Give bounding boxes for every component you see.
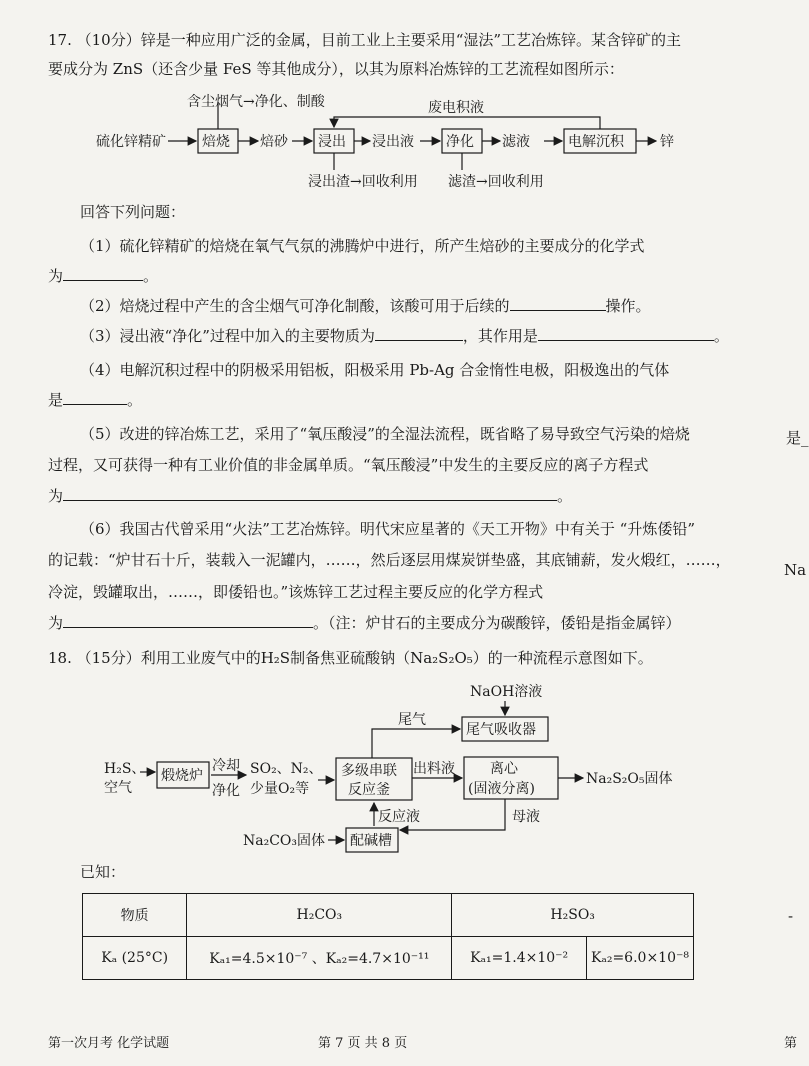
q17-p3: （3）浸出液“净化”过程中加入的主要物质为 ，其作用是 。: [80, 327, 729, 345]
ka-h-sub: 物质: [83, 894, 187, 937]
blank-6[interactable]: [63, 613, 313, 628]
flow18-mother: 母液: [512, 809, 540, 825]
q17-p5c: 为 。: [48, 487, 573, 505]
q17-p6c: 冷淀，毁罐取出，……，即倭铅也。”该炼锌工艺过程主要反应的化学方程式: [48, 583, 544, 601]
flow-feed: 硫化锌精矿: [96, 134, 166, 150]
flow18-discharge: 出料液: [413, 761, 455, 777]
flow18-product: Na₂S₂O₅固体: [586, 771, 673, 787]
flow-waste: 废电积液: [428, 100, 484, 116]
arrow-mother: [400, 799, 505, 830]
flow18-alkali: 配碱槽: [350, 833, 392, 849]
footer-page: 第 7 页 共 8 页: [318, 1036, 408, 1051]
flow18-tailgas: 尾气: [398, 712, 426, 728]
q18-known: 已知：: [80, 863, 126, 881]
flow18-gases2: 少量O₂等: [250, 781, 310, 797]
q17-p6b: 的记载：“炉甘石十斤，装载入一泥罐内，……，然后逐层用煤炭饼垫盛，其底铺薪，发火煅红，……，: [48, 551, 731, 569]
ka-value-row: [83, 937, 694, 980]
q17-p6a: （6）我国古代曾采用“火法”工艺冶炼锌。明代宋应星著的《天工开物》中有关于 “升炼倭铅”: [80, 520, 695, 538]
blank-2[interactable]: [510, 296, 606, 311]
flow-purify: 净化: [446, 134, 474, 150]
q17-header: 17. （10分）锌是一种应用广泛的金属，目前工业上主要采用“湿法”工艺冶炼锌。某含锌矿的主: [48, 31, 682, 49]
q17-p4a: （4）电解沉积过程中的阴极采用铝板，阳极采用 Pb-Ag 合金惰性电极，阳极逸出的气体: [80, 361, 670, 379]
box-reactor: [336, 758, 412, 800]
box-absorber: [462, 717, 548, 741]
flow18-gases1: SO₂、N₂、: [250, 761, 323, 777]
flow-electro: 电解沉积: [568, 134, 624, 150]
blank-1[interactable]: [63, 266, 143, 281]
flow18-naoh: NaOH溶液: [470, 684, 543, 700]
q17-p6d: 为 。（注：炉甘石的主要成分为碳酸锌，倭铅是指金属锌）: [48, 614, 681, 632]
flow18-h2s: H₂S、: [104, 761, 146, 777]
ka-r-h2so3-1: Kₐ₁=1.4×10⁻²: [452, 937, 587, 980]
ka-r-label: Kₐ (25°C): [83, 937, 187, 980]
ka-h-h2co3: H₂CO₃: [187, 894, 452, 937]
ka-h-h2so3: H₂SO₃: [452, 894, 694, 937]
flow18-purify: 净化: [212, 783, 240, 799]
footer-right: 第: [784, 1036, 798, 1051]
ka-header-row: [83, 894, 694, 937]
margin-frag-3: -: [788, 907, 794, 925]
flow18-cent1: 离心: [490, 761, 518, 777]
q17-p1b: 为 。: [48, 267, 159, 285]
arrow-recycle: [334, 117, 600, 129]
flow-zinc: 锌: [660, 134, 674, 150]
flow-leach: 浸出: [318, 134, 346, 150]
flow18-cool: 冷却: [212, 758, 240, 774]
flow-gas: 含尘烟气→净化、制酸: [187, 94, 325, 110]
flow18-na2co3: Na₂CO₃固体: [243, 833, 326, 849]
flow-calcine: 焙砂: [260, 134, 288, 150]
box-centrifuge: [464, 757, 558, 799]
blank-3a[interactable]: [375, 326, 463, 341]
flow18-reactor1: 多级串联: [341, 763, 397, 779]
flow18-furnace: 煅烧炉: [161, 768, 203, 784]
q17-p1a: （1）硫化锌精矿的焙烧在氧气气氛的沸腾炉中进行，所产生焙砂的主要成分的化学式: [80, 237, 645, 255]
arrow-tailgas: [372, 729, 460, 758]
q18-header: 18. （15分）利用工业废气中的H₂S制备焦亚硫酸钠（Na₂S₂O₅）的一种流程示意图如下。: [48, 649, 653, 667]
flow-leachate: 浸出液: [372, 134, 414, 150]
q17-p4b: 是 。: [48, 391, 143, 409]
blank-4[interactable]: [63, 390, 127, 405]
q17-p5b: 过程，又可获得一种有工业价值的非金属单质。“氧压酸浸”中发生的主要反应的离子方程式: [48, 456, 649, 474]
footer-left: 第一次月考 化学试题: [48, 1036, 170, 1051]
ka-r-h2co3: Kₐ₁=4.5×10⁻⁷ 、Kₐ₂=4.7×10⁻¹¹: [187, 937, 452, 980]
box-furnace: [157, 762, 209, 788]
margin-frag-1: 是_: [786, 429, 809, 447]
blank-3b[interactable]: [538, 326, 714, 341]
ka-r-h2so3-2: Kₐ₂=6.0×10⁻⁸: [586, 937, 693, 980]
q17-answer-prompt: 回答下列问题：: [80, 203, 186, 221]
box-alkali: [346, 828, 398, 852]
blank-5[interactable]: [63, 486, 557, 501]
ka-table: [82, 893, 694, 980]
flow-roast: 焙烧: [202, 134, 230, 150]
flow18-cent2: (固液分离): [468, 781, 535, 797]
flow18-reactor2: 反应釜: [348, 782, 390, 798]
flow18-air: 空气: [104, 780, 132, 796]
q17-flow-diagram: [0, 0, 800, 200]
q17-p2: （2）焙烧过程中产生的含尘烟气可净化制酸，该酸可用于后续的 操作。: [80, 297, 651, 315]
flow18-reaction: 反应液: [378, 809, 420, 825]
flow-filtrate: 滤液: [502, 134, 530, 150]
q17-p5a: （5）改进的锌冶炼工艺，采用了“氧压酸浸”的全湿法流程，既省略了易导致空气污染的焙烧: [80, 425, 690, 443]
flow18-absorber: 尾气吸收器: [466, 722, 536, 738]
margin-frag-2: Na: [784, 561, 807, 579]
flow-filter-residue: 滤渣→回收利用: [448, 174, 544, 190]
q17-line2: 要成分为 ZnS（还含少量 FeS 等其他成分），以其为原料冶炼锌的工艺流程如图所示：: [48, 60, 624, 78]
flow-leach-residue: 浸出渣→回收利用: [308, 174, 418, 190]
